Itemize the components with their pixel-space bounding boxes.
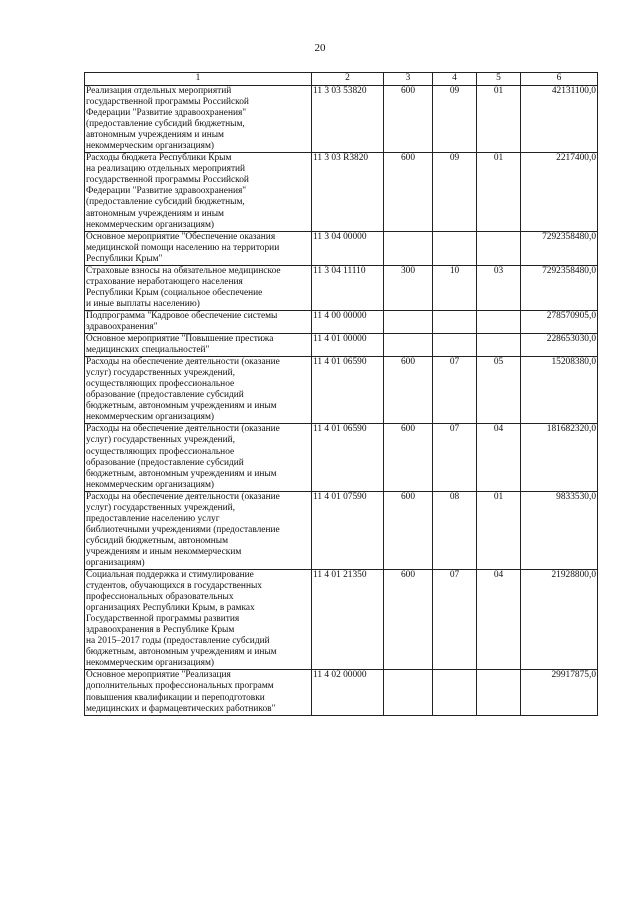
- description-line: Подпрограмма "Кадровое обеспечение системы: [86, 310, 278, 321]
- table-row: [85, 670, 598, 715]
- amount-cell: 21928800,0: [521, 570, 598, 670]
- row-description: [85, 86, 312, 153]
- description-line: Республики Крым (социальное обеспечение: [86, 287, 263, 298]
- table-body: [85, 86, 598, 716]
- column-header-3: 3: [384, 73, 433, 86]
- section-cell: [433, 310, 477, 333]
- description-line: Расходы бюджета Республики Крым: [86, 153, 232, 164]
- row-description: [85, 231, 312, 265]
- row-description: [85, 491, 312, 569]
- description-line: Основное мероприятие "Реализация: [86, 670, 231, 681]
- description-line: (предоставление субсидий бюджетным,: [86, 197, 245, 208]
- description-line: Страховые взносы на обязательное медицинское: [86, 265, 281, 276]
- description-line: некоммерческим организациям): [86, 412, 215, 423]
- description-line: на 2015–2017 годы (предоставление субсидий: [86, 636, 270, 647]
- description-line: автономным учреждениям и иным: [86, 130, 224, 141]
- table-row: [85, 491, 598, 569]
- expense-type-cell: [384, 670, 433, 715]
- description-line: страхование неработающего населения: [86, 276, 243, 287]
- expense-type-cell: 600: [384, 86, 433, 153]
- description-line: осуществляющих профессиональное: [86, 379, 235, 390]
- budget-code-cell: 11 4 01 07590: [312, 491, 384, 569]
- description-line: бюджетным, автономным учреждениям и иным: [86, 647, 277, 658]
- amount-cell: 228653030,0: [521, 334, 598, 357]
- description-line: субсидий бюджетным, автономным: [86, 535, 229, 546]
- section-cell: [433, 231, 477, 265]
- table-row: [85, 153, 598, 231]
- description-line: Расходы на обеспечение деятельности (оказание: [86, 357, 280, 368]
- amount-cell: 181682320,0: [521, 424, 598, 491]
- section-cell: 07: [433, 357, 477, 424]
- row-description: [85, 334, 312, 357]
- subsection-cell: [477, 334, 521, 357]
- description-line: Расходы на обеспечение деятельности (оказание: [86, 424, 280, 435]
- description-line: государственной программы Российской: [86, 97, 249, 108]
- table-row: [85, 310, 598, 333]
- column-header-6: 6: [521, 73, 598, 86]
- description-line: профессиональных образовательных: [86, 592, 234, 603]
- description-line: Республики Крым": [86, 253, 163, 264]
- budget-code-cell: 11 3 04 11110: [312, 265, 384, 310]
- description-line: на реализацию отдельных мероприятий: [86, 164, 246, 175]
- column-header-2: 2: [312, 73, 384, 86]
- table-row: [85, 357, 598, 424]
- expense-type-cell: 600: [384, 570, 433, 670]
- section-cell: 07: [433, 424, 477, 491]
- subsection-cell: 04: [477, 424, 521, 491]
- description-line: здравоохранения": [86, 321, 158, 332]
- expense-type-cell: [384, 334, 433, 357]
- subsection-cell: 04: [477, 570, 521, 670]
- description-line: некоммерческим организациям): [86, 141, 215, 152]
- subsection-cell: 05: [477, 357, 521, 424]
- description-line: автономным учреждениям и иным: [86, 208, 224, 219]
- amount-cell: 29917875,0: [521, 670, 598, 715]
- description-line: библиотечными учреждениями (предоставление: [86, 524, 280, 535]
- description-line: бюджетным, автономным учреждениям и иным: [86, 468, 277, 479]
- budget-code-cell: 11 3 04 00000: [312, 231, 384, 265]
- amount-cell: 42131100,0: [521, 86, 598, 153]
- column-header-4: 4: [433, 73, 477, 86]
- row-description: [85, 265, 312, 310]
- budget-code-cell: 11 4 01 06590: [312, 357, 384, 424]
- description-line: медицинской помощи населению на территории: [86, 242, 280, 253]
- section-cell: [433, 334, 477, 357]
- expense-type-cell: 600: [384, 491, 433, 569]
- row-description: [85, 570, 312, 670]
- description-line: образование (предоставление субсидий: [86, 457, 244, 468]
- expense-type-cell: [384, 231, 433, 265]
- budget-code-cell: 11 3 03 R3820: [312, 153, 384, 231]
- description-line: Основное мероприятие "Обеспечение оказания: [86, 231, 276, 242]
- expense-type-cell: 600: [384, 357, 433, 424]
- description-line: и иные выплаты населению): [86, 298, 200, 309]
- row-description: [85, 153, 312, 231]
- row-description: [85, 357, 312, 424]
- description-line: здравоохранения в Республике Крым: [86, 625, 235, 636]
- subsection-cell: 03: [477, 265, 521, 310]
- expense-type-cell: 600: [384, 424, 433, 491]
- description-line: Расходы на обеспечение деятельности (оказание: [86, 491, 280, 502]
- subsection-cell: [477, 310, 521, 333]
- description-line: некоммерческим организациям): [86, 658, 215, 669]
- amount-cell: 7292358480,0: [521, 265, 598, 310]
- description-line: Федерации "Развитие здравоохранения": [86, 108, 247, 119]
- section-cell: 08: [433, 491, 477, 569]
- table-row: [85, 265, 598, 310]
- description-line: медицинских специальностей": [86, 345, 210, 356]
- subsection-cell: 01: [477, 153, 521, 231]
- description-line: осуществляющих профессиональное: [86, 446, 235, 457]
- description-line: предоставление населению услуг: [86, 513, 220, 524]
- amount-cell: 2217400,0: [521, 153, 598, 231]
- table-row: [85, 334, 598, 357]
- budget-code-cell: 11 3 03 53820: [312, 86, 384, 153]
- section-cell: 07: [433, 570, 477, 670]
- section-cell: 09: [433, 86, 477, 153]
- description-line: студентов, обучающихся в государственных: [86, 581, 262, 592]
- description-line: медицинских и фармацевтических работников": [86, 703, 276, 714]
- description-line: организациям): [86, 557, 145, 568]
- description-line: Реализация отдельных мероприятий: [86, 86, 232, 96]
- table-row: [85, 86, 598, 153]
- description-line: Федерации "Развитие здравоохранения": [86, 186, 247, 197]
- expense-type-cell: 300: [384, 265, 433, 310]
- description-line: Социальная поддержка и стимулирование: [86, 570, 254, 581]
- description-line: повышения квалификации и переподготовки: [86, 692, 265, 703]
- budget-table: [84, 72, 598, 716]
- table-row: [85, 231, 598, 265]
- description-line: государственной программы Российской: [86, 175, 249, 186]
- budget-code-cell: 11 4 01 00000: [312, 334, 384, 357]
- section-cell: 10: [433, 265, 477, 310]
- row-description: [85, 310, 312, 333]
- description-line: Государственной программы развития: [86, 614, 240, 625]
- description-line: образование (предоставление субсидий: [86, 390, 244, 401]
- amount-cell: 9833530,0: [521, 491, 598, 569]
- description-line: бюджетным, автономным учреждениям и иным: [86, 401, 277, 412]
- description-line: услуг) государственных учреждений,: [86, 435, 236, 446]
- expense-type-cell: [384, 310, 433, 333]
- column-header-1: 1: [85, 73, 312, 86]
- description-line: организациях Республики Крым, в рамках: [86, 603, 255, 614]
- description-line: учреждениям и иным некоммерческим: [86, 546, 242, 557]
- header-row: [85, 73, 598, 86]
- subsection-cell: [477, 670, 521, 715]
- table-row: [85, 570, 598, 670]
- expense-type-cell: 600: [384, 153, 433, 231]
- description-line: услуг) государственных учреждений,: [86, 502, 236, 513]
- section-cell: 09: [433, 153, 477, 231]
- subsection-cell: [477, 231, 521, 265]
- description-line: (предоставление субсидий бюджетным,: [86, 119, 245, 130]
- subsection-cell: 01: [477, 491, 521, 569]
- subsection-cell: 01: [477, 86, 521, 153]
- amount-cell: 278570905,0: [521, 310, 598, 333]
- amount-cell: 15208380,0: [521, 357, 598, 424]
- amount-cell: 7292358480,0: [521, 231, 598, 265]
- page-number: 20: [314, 42, 326, 54]
- budget-code-cell: 11 4 00 00000: [312, 310, 384, 333]
- budget-code-cell: 11 4 01 21350: [312, 570, 384, 670]
- section-cell: [433, 670, 477, 715]
- column-header-5: 5: [477, 73, 521, 86]
- table-row: [85, 424, 598, 491]
- budget-code-cell: 11 4 01 06590: [312, 424, 384, 491]
- description-line: некоммерческим организациям): [86, 219, 215, 230]
- description-line: некоммерческим организациям): [86, 479, 215, 490]
- row-description: [85, 670, 312, 715]
- description-line: услуг) государственных учреждений,: [86, 368, 236, 379]
- budget-code-cell: 11 4 02 00000: [312, 670, 384, 715]
- description-line: дополнительных профессиональных программ: [86, 681, 274, 692]
- description-line: Основное мероприятие "Повышение престижа: [86, 334, 274, 345]
- row-description: [85, 424, 312, 491]
